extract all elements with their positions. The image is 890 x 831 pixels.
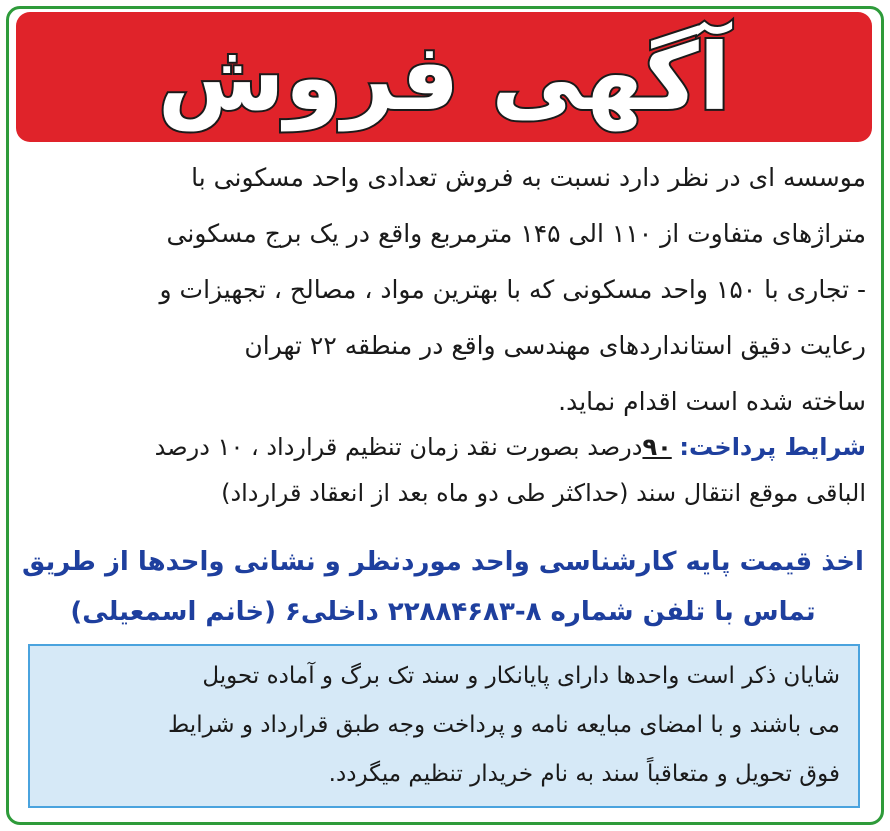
contact-line-1: اخذ قیمت پایه کارشناسی واحد موردنظر و نشانی واحدها از طریق xyxy=(22,547,864,577)
note-line: شایان ذکر است واحدها دارای پایانکار و سند تک برگ و آماده تحویل xyxy=(202,663,840,689)
body-line: موسسه ای در نظر دارد نسبت به فروش تعدادی واحد مسکونی با xyxy=(191,163,866,192)
payment-terms xyxy=(20,424,866,516)
payment-line-2: الباقی موقع انتقال سند (حداکثر طی دو ماه بعد از انعقاد قرارداد) xyxy=(221,479,866,507)
ad-body xyxy=(24,150,866,430)
note-line: می باشند و با امضای مبایعه نامه و پرداخت وجه طبق قرارداد و شرایط xyxy=(167,712,840,738)
ad-header xyxy=(16,12,872,142)
body-line: ساخته شده است اقدام نماید. xyxy=(558,387,866,416)
note-line: فوق تحویل و متعاقباً سند به نام خریدار تنظیم میگردد. xyxy=(328,761,840,787)
ad-title: آگهی فروش xyxy=(157,23,731,131)
payment-percent: ۹۰ xyxy=(642,433,672,461)
payment-line-1 xyxy=(20,424,866,470)
payment-label: شرایط پرداخت: xyxy=(679,433,866,461)
note-box xyxy=(28,644,860,808)
payment-line-1-rest: درصد بصورت نقد زمان تنظیم قرارداد ، ۱۰ درصد xyxy=(154,433,643,461)
contact-line-2: تماس با تلفن شماره ۸-۲۲۸۸۴۶۸۳ داخلی۶ (خانم اسمعیلی) xyxy=(70,597,816,627)
body-line: - تجاری با ۱۵۰ واحد مسکونی که با بهترین مواد ، مصالح ، تجهیزات و xyxy=(159,275,866,304)
contact-info xyxy=(20,537,866,637)
body-line: رعایت دقیق استانداردهای مهندسی واقع در منطقه ۲۲ تهران xyxy=(244,331,866,360)
body-line: متراژهای متفاوت از ۱۱۰ الی ۱۴۵ مترمربع واقع در یک برج مسکونی xyxy=(166,219,866,248)
